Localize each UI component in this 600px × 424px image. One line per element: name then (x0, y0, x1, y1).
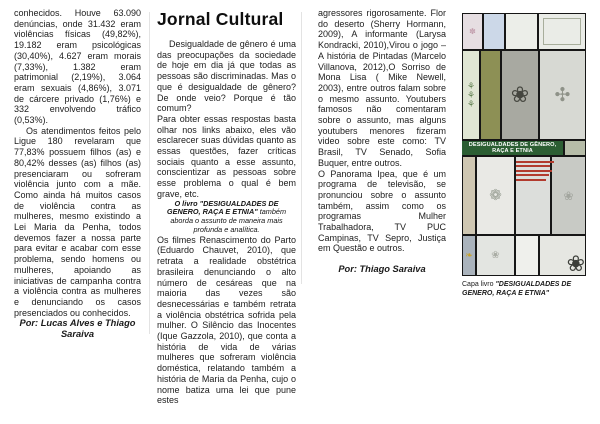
flower-motif-icon: ❀ (563, 188, 574, 203)
book-cover-image (462, 13, 586, 276)
cover-tile (539, 14, 585, 49)
article-paragraph: Os atendimentos feitos pelo Ligue 180 revelaram que 77,83% possuem filhos (as) e 80,42% desses (as) filhos (as) presenciaram ou sofreram violência junto com a mãe. Como ainda há muitos casos de violência contra as mulheres, mesmo existindo a Lei Maria da Penha, todos devemos fazer a nossa parte para evitar e acabar com esse problema, sendo homens ou mulheres, apoiando as iniciativas de campanha contra a violência contra as mulheres e denunciando os casos presenciados ou conhecidos. (14, 125, 141, 318)
book-note-title: O livro "DESIGUALDADES DE GENERO, RAÇA E ETNIA" (166, 198, 279, 217)
flower-motif-icon: ❀ (510, 82, 530, 107)
flower-motif-icon: ❀ (491, 249, 500, 261)
page-title: Jornal Cultural (157, 9, 284, 29)
vine-motif-icon: ⚘ (466, 89, 476, 100)
ornament-motif-icon: ✣ (554, 84, 571, 106)
cover-tile (477, 157, 514, 234)
cover-author-text (514, 161, 558, 183)
article-paragraph: Os filmes Renascimento do Parto (Eduardo Chauvet, 2010), que retrata a realidade obstétrica brasileira denunciando o alto número de cesáreas que na maioria das vezes são desnecessárias e também retrata a violência obstétrica sofrida pela mulher. O Silêncio das Inocentes (Ique Gazzola, 2010), que conta a história de vida de várias mulheres que sofreram violência doméstica, relatando também a história de Maria da Penha, cujo o nome batiza uma lei que pune estes (157, 234, 296, 406)
article-paragraph: O Panorama Ipea, que é um programa de televisão, se pronunciou sobre o assunto também, assim como os programas Mulher Trabalhadora, TV PUC Campinas, TV Sepro, Justiça em Questão e outros. (318, 168, 446, 254)
book-note-text: também aborda o assunto de maneira mais profunda e analítica. (170, 207, 287, 234)
flower-motif-icon: ✽ (469, 26, 476, 36)
column-right (318, 8, 446, 275)
column-divider (149, 12, 150, 334)
cover-tile (463, 51, 479, 139)
vine-motif-icon: ⚘ (466, 80, 476, 91)
cover-tile (481, 51, 500, 139)
column-left (14, 8, 141, 340)
cover-tile (463, 14, 482, 49)
cover-tile (463, 157, 475, 234)
book-note (157, 200, 296, 235)
cover-caption (462, 281, 594, 298)
article-paragraph: Desigualdade de gênero é uma das preocupações da sociedade de hoje em dia já que todas as pessoas são discriminadas. Mas o que é desigualdade de gênero? De onde veio? Porque é tão comum? (157, 39, 296, 114)
cover-caption-title: "DESIGUALDADES DE GENERO, RAÇA E ETNIA" (462, 281, 572, 297)
cover-tile (565, 141, 585, 155)
flower-sketch-icon: ❀ (566, 251, 585, 275)
cover-tile (463, 236, 475, 275)
article-paragraph: agressores rigorosamente. Flor do deserto (Sherry Hormann, 2009), A informante (Larysa Kondracki, 2010),Virou o jogo – A história de Pintadas (Marcelo Villanova, 2012),O Sorriso de Mona Lisa ( Mike Newell, 2003), entre outros falam sobre o mesmo assunto. Youtubers famosos não comentaram sobre o assunto, mas alguns youtubers menores fizeram video sobre este como: TV Brasil, TV Senado, Sofia Buquer, entre outros. (318, 8, 446, 168)
cover-tile (506, 14, 537, 49)
column-divider (301, 12, 302, 284)
byline: Por: Lucas Alves e Thiago Saraiva (19, 318, 136, 340)
cover-tile (502, 51, 538, 139)
cover-tile (540, 236, 585, 275)
cover-caption-prefix: Capa livro (462, 281, 496, 288)
byline: Por: Thiago Saraiva (338, 264, 426, 275)
vine-motif-icon: ⚘ (466, 98, 476, 109)
cover-title-banner: DESIGUALDADES DE GÊNERO, RAÇA E ETNIA (462, 141, 563, 155)
leaf-motif-icon: ❧ (465, 250, 473, 260)
frame-motif (543, 18, 581, 45)
lily-motif-icon: ❁ (489, 187, 502, 204)
column-center (157, 8, 296, 406)
article-paragraph: conhecidos. Houve 63.090 denúncias, onde 31.432 eram violências físicas (49,82%), 19.182 eram psicológicas (30,40%), 4.627 eram morais (7,33%), 1.382 eram patrimonial (2,19%), 3.064 eram sexuais (4,86%), 3.071 de cárcere privado (1,76%) e 332 envolvendo tráfico (0,53%). (14, 8, 141, 126)
cover-tile (540, 51, 585, 139)
cover-tile (484, 14, 504, 49)
cover-tile (477, 236, 514, 275)
article-paragraph: Para obter essas respostas basta olhar nos links abaixo, eles vão esclarecer suas dúvidas quanto as essas questões, fazer críticas sociais quanto a esse assunto, conscientizar as pessoas sobre esse problema o qual é bem grave, etc. (157, 113, 296, 199)
cover-tile (516, 236, 538, 275)
